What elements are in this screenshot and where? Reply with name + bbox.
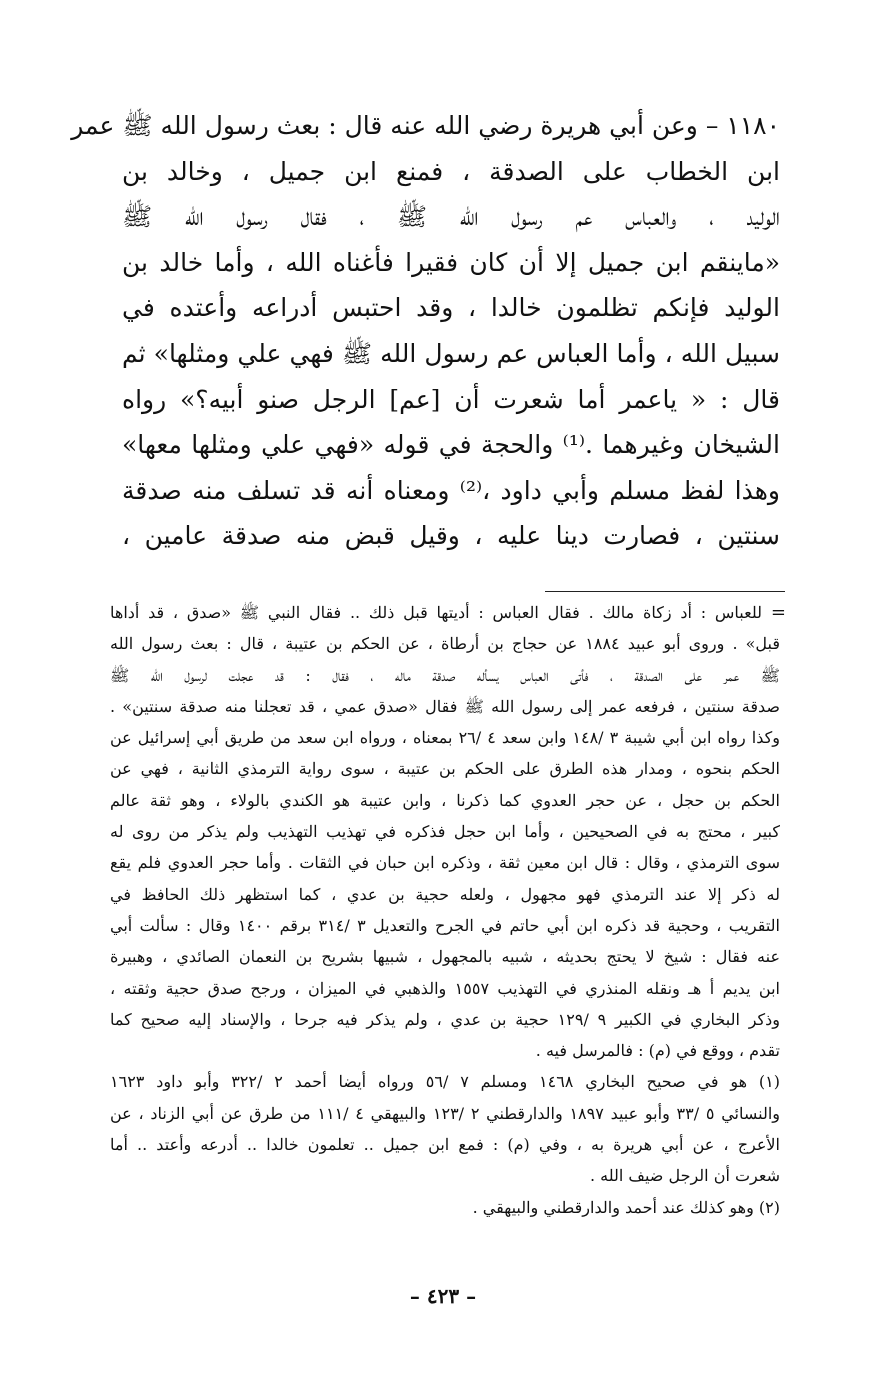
continuation-mark: = — [770, 602, 786, 623]
footnote-line: وذكر البخاري في الكبير ٩ /١٢٩ حجية بن عدي ، ولم يذكر فيه جرحا ، والإسناد إليه صحيح كما — [110, 1009, 780, 1029]
main-text-line: قال : « ياعمر أما شعرت أن [عم] الرجل صنو أبيه؟» رواه — [122, 384, 780, 414]
page-number: – ٤٢٣ – — [409, 1284, 477, 1308]
footnotes-section — [110, 597, 786, 1223]
footnote-2: (٢) وهو كذلك عند أحمد والدارقطني والبيهقي . — [472, 1197, 780, 1217]
footnote-line: ابن يديم أ هـ ونقله المنذري في التهذيب ١٥٥٧ والذهبي في الميزان ، ورجح صدق حجية وثقته ، — [110, 978, 780, 998]
main-text-line: الوليد ، والعباس عم رسول الله ﷺ ، فقال رسول الله ﷺ — [122, 202, 780, 232]
footnote-line: قبل» . وروى أبو عبيد ١٨٨٤ عن حجاج بن أرطاة ، عن الحكم بن عتيبة ، قال : بعث رسول الله — [110, 634, 780, 654]
footnote-1: (١) هو في صحيح البخاري ١٤٦٨ ومسلم ٧ /٥٦ ورواه أيضا أحمد ٢ /٣٢٢ وأبو داود ١٦٢٣ — [110, 1072, 780, 1092]
main-text-line: «ماينقم ابن جميل إلا أن كان فقيرا فأغناه الله ، وأما خالد بن — [122, 247, 780, 277]
footnote-line-text: للعباس : أد زكاة مالك . فقال العباس : أديتها قبل ذلك .. فقال النبي ﷺ «صدق ، قد أداها — [110, 603, 762, 622]
footnote-line: شعرت أن الرجل ضيف الله . — [589, 1166, 780, 1186]
main-text-line: الوليد فإنكم تظلمون خالدا ، وقد احتبس أدراعه وأعتده في — [122, 293, 780, 323]
footnote-line: الحكم بنحوه ، ومدار هذه الطرق على الحكم بن عتيبة ، سوى رواية الترمذي الثانية ، فهي عن — [110, 759, 780, 779]
footnote-line: والنسائي ٥ /٣٣ وأبو عبيد ١٨٩٧ والدارقطني ٢ /١٢٣ والبيهقي ٤ /١١١ من طرق عن أبي الزناد ، عن — [110, 1103, 781, 1123]
footnote-line: الحكم بن حجل ، عن حجر العدوي كما ذكرنا ، وابن عتيبة هو الكندي بالولاء ، وهو ثقة عالم — [110, 790, 780, 810]
footnote-line: تقدم ، ووقع في (م) : فالمرسل فيه . — [535, 1041, 780, 1061]
footnote-line: صدقة سنتين ، فرفعه عمر إلى رسول الله ﷺ فقال «صدق عمي ، قد تعجلنا منه صدقة سنتين» . — [110, 696, 780, 716]
hadith-main-text — [71, 103, 781, 559]
main-text-line: وهذا لفظ مسلم وأبي داود ،⁽²⁾ ومعناه أنه قد تسلف منه صدقة — [122, 475, 781, 505]
footnote-divider — [545, 591, 785, 592]
footnote-line: وكذا رواه ابن أبي شيبة ٣ /١٤٨ وابن سعد ٤ /٢٦ بمعناه ، ورواه ابن سعد من طريق أبي إسرائيل عن — [110, 728, 780, 748]
main-text-line: ١١٨٠ – وعن أبي هريرة رضي الله عنه قال : بعث رسول الله ﷺ عمر — [71, 111, 780, 140]
main-text-line: الشيخان وغيرهما .⁽¹⁾ والحجة في قوله «فهي علي ومثلها معها» — [122, 430, 780, 460]
footnote-line: له ذكر إلا عند الترمذي فهو مجهول ، ولعله حجية بن عدي ، كما استظهر ذلك الحافظ في — [110, 884, 780, 904]
main-text-line: سنتين ، فصارت دينا عليه ، وقيل قبض منه صدقة عامين ، — [122, 521, 780, 551]
footnote-line: ﷺ عمر على الصدقة ، فأتى العباس يسأله صدقة ماله ، فقال : قد عجلت لرسول الله ﷺ — [110, 665, 780, 685]
footnote-line — [110, 597, 786, 628]
footnote-line: كبير ، محتج به في الصحيحين ، وأما ابن حجل فذكره في تهذيب التهذيب ولم يذكر من روى له — [110, 822, 780, 842]
main-text-line: سبيل الله ، وأما العباس عم رسول الله ﷺ فهي علي ومثلها» ثم — [122, 338, 780, 368]
footnote-line: التقريب ، وحجية قد ذكره ابن أبي حاتم في الجرح والتعديل ٣ /٣١٤ برقم ١٤٠٠ وقال : سألت أبي — [110, 915, 780, 935]
main-text-line: ابن الخطاب على الصدقة ، فمنع ابن جميل ، وخالد بن — [122, 156, 780, 186]
footnote-line: الأعرج ، عن أبي هريرة به ، وفي (م) : فمع ابن جميل .. تعلمون خالدا .. أدرعه وأعتد .. أما — [110, 1135, 780, 1155]
footnote-line: عنه فقال : شيخ لا يحتج بحديثه ، شبيه بالمجهول ، شبيها بشريح بن النعمان الصائدي ، وهبيرة — [110, 947, 781, 967]
footnote-line: سوى الترمذي ، وقال : قال ابن معين ثقة ، وذكره ابن حبان في الثقات . وأما حجر العدوي فلم يقع — [110, 853, 781, 873]
